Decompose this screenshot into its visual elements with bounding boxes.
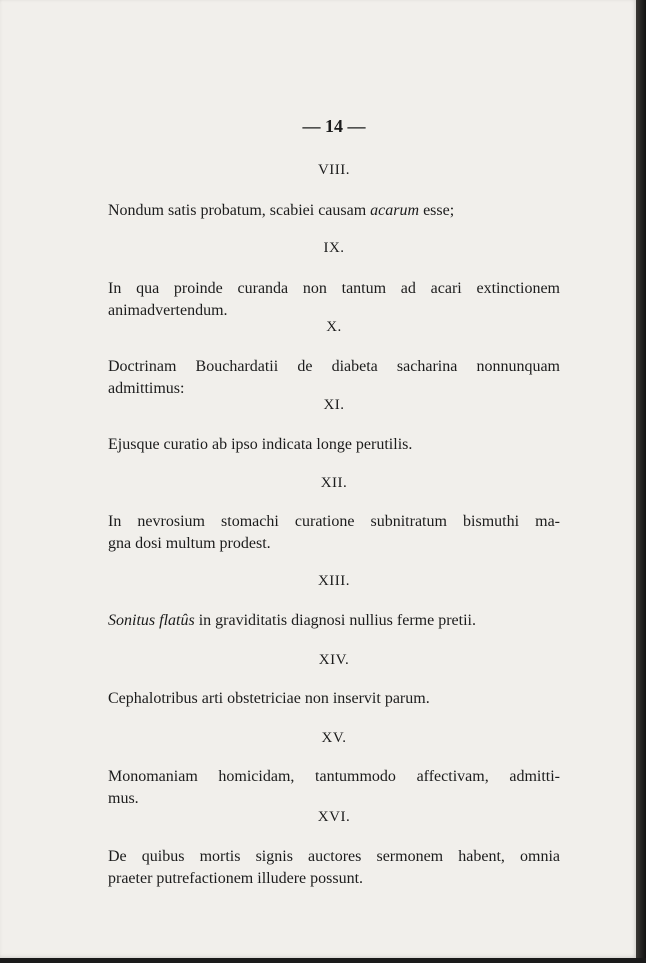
thesis-text-viii-part-1: Nondum satis probatum, scabiei causam: [108, 202, 371, 219]
thesis-numeral-viii: VIII.: [317, 162, 351, 178]
thesis-text-xv: [108, 766, 560, 810]
thesis-text-xii-line-1: In nevrosium stomachi curatione subnitratum bismuthi ma-: [108, 513, 560, 530]
thesis-text-viii-italic: acarum: [370, 202, 420, 219]
thesis-text-x-line-1: Doctrinam Bouchardatii de diabeta sacharina nonnunquam: [108, 358, 560, 375]
thesis-numeral-x: X.: [326, 319, 342, 335]
thesis-text-xii: [108, 511, 560, 555]
thesis-text-xiii-italic: Sonitus flatûs: [108, 612, 195, 629]
thesis-numeral-xiv: XIV.: [318, 652, 350, 668]
thesis-text-xvi-line-1: De quibus mortis signis auctores sermonem habent, omnia: [108, 848, 560, 865]
thesis-text-xiv: [108, 688, 560, 710]
page-bottom-edge: [0, 958, 646, 963]
thesis-text-ix-line-1: In qua proinde curanda non tantum ad acari extinctionem: [108, 280, 560, 297]
thesis-numeral-xi: XI.: [323, 397, 345, 413]
thesis-text-xiii: [108, 610, 560, 632]
thesis-numeral-xiii: XIII.: [317, 573, 351, 589]
thesis-text-xi-line-1: Ejusque curatio ab ipso indicata longe perutilis.: [108, 436, 413, 453]
page-spine-shadow: [636, 0, 646, 963]
thesis-text-xiv-line-1: Cephalotribus arti obstetriciae non inservit parum.: [108, 690, 430, 707]
thesis-text-ix-line-2: animadvertendum.: [108, 302, 228, 319]
thesis-text-xvi-line-2: praeter putrefactionem illudere possunt.: [108, 870, 364, 887]
thesis-text-xi: [108, 434, 560, 456]
thesis-text-xii-line-2: gna dosi multum prodest.: [108, 535, 271, 552]
thesis-text-x-line-2: admittimus:: [108, 380, 185, 397]
thesis-numeral-ix: IX.: [323, 240, 345, 256]
thesis-text-xv-line-2: mus.: [108, 790, 139, 807]
page-number: — 14 —: [302, 116, 366, 136]
thesis-text-xvi: [108, 846, 560, 890]
thesis-text-viii: [108, 200, 560, 222]
thesis-numeral-xii: XII.: [320, 475, 348, 491]
thesis-numeral-xvi: XVI.: [317, 809, 351, 825]
thesis-text-viii-part-3: esse;: [419, 202, 455, 219]
thesis-numeral-xv: XV.: [321, 730, 347, 746]
thesis-text-xiii-part-2: in graviditatis diagnosi nullius ferme pretii.: [194, 612, 476, 629]
thesis-text-xv-line-1: Monomaniam homicidam, tantummodo affectivam, admitti-: [108, 768, 560, 785]
